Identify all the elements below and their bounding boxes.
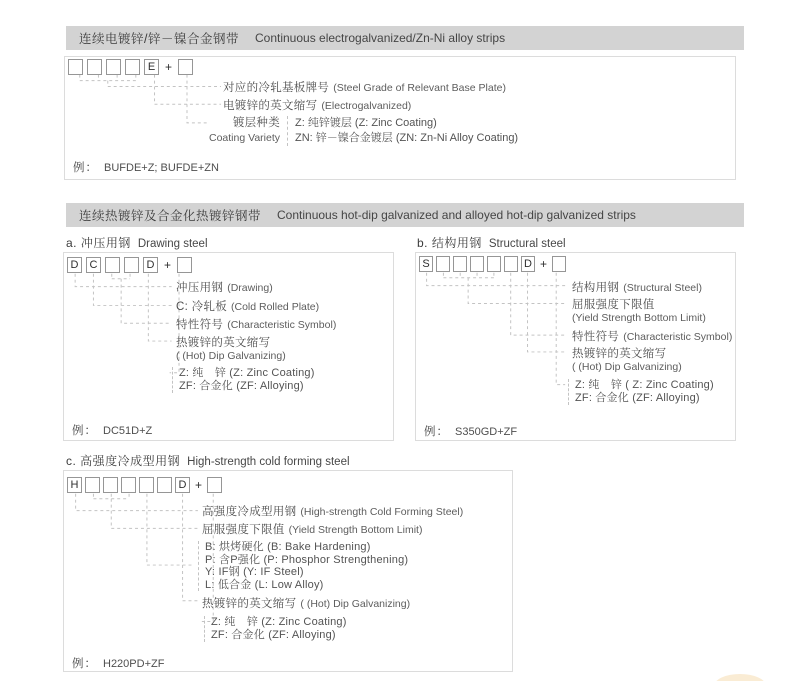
designation-code-row: [419, 256, 566, 272]
row-char-en: (Characteristic Symbol): [227, 319, 337, 331]
example-value: S350GD+ZF: [455, 426, 518, 438]
option-bake-hardening: B: 烘烤硬化 (B: Bake Hardening): [205, 541, 371, 553]
row-high-strength: [202, 504, 463, 519]
row-hot-dip-abbr: [202, 596, 410, 611]
row-drawing: [176, 280, 273, 295]
code-box-empty: [105, 257, 120, 273]
code-box-empty: [207, 477, 222, 493]
coating-options-group: [172, 367, 315, 393]
coating-options-group: [204, 616, 347, 642]
option-zinc: Z: 纯 锌 (Z: Zinc Coating): [179, 367, 315, 379]
row-yield-en: (Yield Strength Bottom Limit): [288, 524, 423, 536]
row-yield-strength: [202, 522, 422, 537]
subtitle-a-en: Drawing steel: [137, 238, 208, 250]
option-alloying: ZF: 合金化 (ZF: Alloying): [179, 380, 304, 392]
option-alloying: ZF: 合金化 (ZF: Alloying): [575, 392, 700, 404]
row-electrogalvanized-abbr: [223, 98, 411, 113]
subtitle-structural-steel: [417, 234, 566, 252]
row-char-en: (Characteristic Symbol): [623, 331, 733, 343]
option-phosphor: P: 含P强化 (P: Phosphor Strengthening): [205, 553, 409, 566]
code-box-empty: [139, 477, 154, 493]
coating-variety-en: Coating Variety: [209, 132, 281, 144]
example-label: 例：: [424, 426, 449, 438]
subtitle-c-en: High-strength cold forming steel: [187, 456, 350, 468]
row-char-zh: 特性符号: [572, 331, 620, 343]
row-yield-zh: 屈服强度下限值: [202, 524, 285, 536]
row-hotdip-zh: 热镀锌的英文缩写: [572, 348, 667, 360]
row-structural-steel: [572, 280, 702, 295]
code-box-empty: [106, 59, 121, 75]
example-value: H220PD+ZF: [103, 658, 165, 670]
coating-options-group: [568, 379, 714, 405]
example-high-strength-steel: [72, 655, 164, 671]
code-box-empty: [121, 477, 136, 493]
row-hs-zh: 高强度冷成型用钢: [202, 506, 297, 518]
designation-code-row: [68, 59, 193, 75]
subtitle-b-en: Structural steel: [488, 238, 566, 250]
panel-high-strength-steel: [63, 470, 513, 672]
option-znni-coating: ZN: 锌－镍合金镀层 (ZN: Zn-Ni Alloy Coating): [295, 132, 519, 144]
row-eg-en: (Electrogalvanized): [321, 100, 412, 112]
code-box-empty: [124, 257, 139, 273]
row-hotdip-en: ( (Hot) Dip Galvanizing): [300, 598, 411, 610]
code-box-empty: [487, 256, 501, 272]
header2-chinese: 连续热镀锌及合金化热镀锌钢带: [79, 209, 262, 223]
code-box-empty: [177, 257, 192, 273]
plus-sign: +: [195, 478, 203, 492]
code-box-empty: [125, 59, 140, 75]
example-value: DC51D+Z: [103, 425, 153, 437]
subtitle-drawing-steel: [66, 234, 208, 252]
row-structural-zh: 结构用钢: [572, 282, 620, 294]
plus-sign: +: [165, 60, 173, 74]
code-box-empty: [552, 256, 566, 272]
example-value: BUFDE+Z; BUFDE+ZN: [104, 162, 219, 174]
row-hot-dip-abbr: [176, 335, 286, 363]
subtitle-high-strength-steel: [66, 452, 350, 470]
code-box-letter: C: [86, 257, 101, 273]
subtitle-b-zh: b. 结构用钢: [417, 236, 482, 250]
coating-variety-label: [209, 116, 280, 146]
row-cold-rolled-zh: C: 冷轧板: [176, 301, 227, 313]
option-if-steel: Y: IF钢 (Y: IF Steel): [205, 566, 304, 578]
row-drawing-zh: 冲压用钢: [176, 282, 224, 294]
code-box-empty: [87, 59, 102, 75]
plus-sign: +: [164, 258, 172, 272]
header1-english: Continuous electrogalvanized/Zn-Ni alloy strips: [254, 31, 506, 45]
code-box-letter: E: [144, 59, 159, 75]
code-box-letter: D: [175, 477, 190, 493]
row-hotdip-en: ( (Hot) Dip Galvanizing): [572, 361, 682, 373]
subtitle-a-zh: a. 冲压用钢: [66, 236, 131, 250]
panel-electrogalvanized: [64, 56, 736, 180]
example-label: 例：: [72, 425, 97, 437]
code-box-empty: [453, 256, 467, 272]
page-footer-arc: [714, 674, 766, 681]
row-base-plate-zh: 对应的冷轧基板牌号: [223, 82, 330, 94]
row-yield-strength: [572, 297, 706, 325]
option-zinc: Z: 纯 锌 (Z: Zinc Coating): [211, 616, 347, 628]
row-yield-zh: 屈服强度下限值: [572, 299, 655, 311]
coating-variety-zh: 镀层种类: [232, 117, 281, 129]
code-box-empty: [85, 477, 100, 493]
example-structural-steel: [424, 423, 517, 439]
row-cold-rolled: [176, 299, 319, 314]
subtitle-c-zh: c. 高强度冷成型用钢: [66, 454, 181, 468]
example-label: 例：: [72, 658, 97, 670]
designation-code-row: [67, 477, 222, 493]
row-hotdip-zh: 热镀锌的英文缩写: [202, 598, 297, 610]
code-box-letter: S: [419, 256, 433, 272]
code-box-letter: D: [143, 257, 158, 273]
code-box-empty: [436, 256, 450, 272]
designation-code-row: [67, 257, 192, 273]
code-box-letter: D: [521, 256, 535, 272]
coating-variety-options: [287, 116, 518, 146]
option-alloying: ZF: 合金化 (ZF: Alloying): [211, 629, 336, 641]
example-label: 例：: [73, 162, 98, 174]
row-hotdip-en: ( (Hot) Dip Galvanizing): [176, 350, 286, 362]
section-header-electrogalvanized: [66, 26, 744, 50]
row-coating-variety: [209, 116, 518, 146]
row-eg-zh: 电镀锌的英文缩写: [223, 100, 318, 112]
code-box-empty: [68, 59, 83, 75]
plus-sign: +: [540, 257, 548, 271]
panel-drawing-steel: [63, 252, 394, 441]
row-cold-rolled-en: (Cold Rolled Plate): [231, 301, 320, 313]
code-box-letter: H: [67, 477, 82, 493]
option-zinc: Z: 纯 锌 ( Z: Zinc Coating): [575, 379, 714, 391]
panel-structural-steel: [415, 252, 736, 441]
code-box-empty: [178, 59, 193, 75]
row-hot-dip-abbr: [572, 346, 682, 374]
row-base-plate-en: (Steel Grade of Relevant Base Plate): [333, 82, 506, 94]
example-electrogalvanized: [73, 159, 219, 175]
row-hotdip-zh: 热镀锌的英文缩写: [176, 337, 271, 349]
header2-english: Continuous hot-dip galvanized and alloyed hot-dip galvanized strips: [277, 208, 636, 222]
example-drawing-steel: [72, 422, 152, 438]
code-box-empty: [157, 477, 172, 493]
row-hs-en: (High-strength Cold Forming Steel): [300, 506, 464, 518]
row-characteristic-symbol: [572, 329, 732, 344]
code-box-empty: [470, 256, 484, 272]
code-box-empty: [103, 477, 118, 493]
code-box-empty: [504, 256, 518, 272]
row-structural-en: (Structural Steel): [623, 282, 702, 294]
code-box-letter: D: [67, 257, 82, 273]
row-char-zh: 特性符号: [176, 319, 224, 331]
option-low-alloy: L: 低合金 (L: Low Alloy): [205, 578, 324, 591]
row-yield-en: (Yield Strength Bottom Limit): [572, 312, 706, 324]
row-drawing-en: (Drawing): [227, 282, 273, 294]
header1-chinese: 连续电镀锌/锌－镍合金钢带: [79, 32, 239, 46]
option-zinc-coating: Z: 纯锌镀层 (Z: Zinc Coating): [295, 117, 437, 129]
characteristic-options-group: [198, 541, 408, 591]
row-characteristic-symbol: [176, 317, 336, 332]
section-header-hot-dip: [66, 203, 744, 227]
row-base-plate: [223, 80, 506, 95]
